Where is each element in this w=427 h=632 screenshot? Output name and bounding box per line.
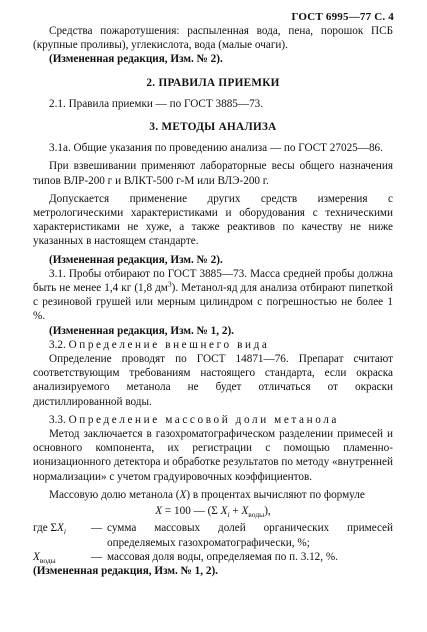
paragraph-3-1a: 3.1а. Общие указания по проведению анализа — по ГОСТ 27025—86. (49, 142, 383, 155)
amendment-note: (Измененная редакция, Изм. № 1, 2). (49, 324, 234, 337)
heading-3-3: 3.3. Определение массовой доли метанола (49, 413, 339, 426)
formula-methanol: X = 100 — (Σ $X_i + X_{воды}$), (155, 505, 271, 520)
amendment-note: (Измененная редакция, Изм. № 2). (49, 53, 223, 66)
amendment-note: (Измененная редакция, Изм. № 2). (49, 253, 223, 266)
page-header: ГОСТ 6995—77 С. 4 (291, 11, 394, 23)
paragraph-weighing: При взвешивании применяют лабораторные весы общего назначения типов ВЛР-200 г и ВЛКТ-500 г-М или ВЛЭ-200 г. (33, 160, 393, 187)
subsection-title-methanol-fraction: Определение массовой доли метанола (68, 413, 339, 426)
paragraph-3-1: 3.1. Пробы отбирают по ГОСТ 3885—73. Масса средней пробы должна быть не менее 1,4 кг (1,8 $дм^3$). Метанол-яд для анализа отбирают пипеткой с резиновой грушей или мерным цилиндром с погрешностью не более 1 %. (33, 267, 394, 323)
paragraph-fire-extinguishing: Средства пожаротушения: распыленная вода, пена, порошок ПСБ (крупные проливы), углекислота, вода (малые очаги). (33, 25, 393, 52)
paragraph-mass-fraction: Массовую долю метанола (X) в процентах вычисляют по формуле (49, 488, 365, 501)
amendment-note: (Измененная редакция, Изм. № 1, 2). (33, 564, 218, 577)
paragraph-equipment-allowance: Допускается применение других средств измерения с метрологическими характеристиками и оборудования с техническими характеристиками не хуже, а также реактивов по качеству не ниже указанных в настоящем стандарте. (33, 192, 393, 248)
heading-3-2: 3.2. Определение внешнего вида (49, 338, 270, 351)
paragraph-2-1: 2.1. Правила приемки — по ГОСТ 3885—73. (49, 97, 264, 110)
paragraph-3-2: Определение проводят по ГОСТ 14871—76. Препарат считают соответствующим требованиям настоящего стандарта, если окраска анализируемого метанола не будет отличаться от окраски дистиллированной воды. (33, 353, 393, 408)
section-title-analysis-methods: 3. МЕТОДЫ АНАЛИЗА (149, 121, 277, 134)
subsection-title-appearance: Определение внешнего вида (68, 338, 270, 351)
paragraph-method: Метод заключается в газохроматографическом разделении примесей и основного компонента, их регистрации с помощью пламенно-ионизационного детектора и обработке результатов по методу «внутренней нормализации» с учетом градуировочных коэффициентов. (33, 428, 393, 483)
section-title-acceptance: 2. ПРАВИЛА ПРИЕМКИ (146, 76, 280, 89)
definition-sum-impurities: где $\Sigma X_i$ — сумма массовых долей органических примесей определяемых газохроматографически, %; (33, 522, 393, 549)
definition-water-fraction: $X_{воды}$ — массовая доля воды, определяемая по п. 3.12, %. (33, 550, 338, 565)
